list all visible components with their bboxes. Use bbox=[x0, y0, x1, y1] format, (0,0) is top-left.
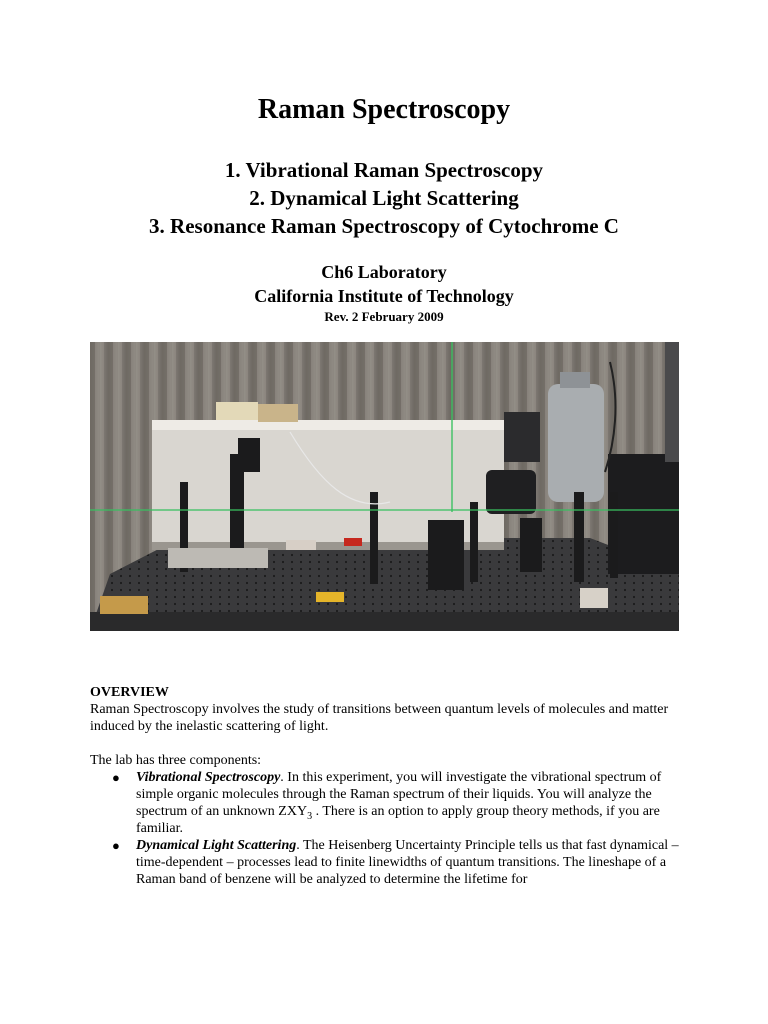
list-item bbox=[90, 837, 680, 888]
component-text: . In this experiment, you will investigate the vibrational spectrum of simple organic molecules through the Raman spectrum of their liquids. You will analyze the spectrum of an unknown ZXY bbox=[136, 770, 662, 819]
overview-section bbox=[90, 684, 680, 888]
component-text: . The Heisenberg Uncertainty Principle tells us that fast dynamical – time-dependent – processes lead to finite linewidths of quantum transitions. The lineshape of a Raman band of benzene will be analyzed to determine the lifetime for bbox=[136, 838, 679, 887]
experiment-list bbox=[0, 156, 768, 240]
components-list bbox=[90, 769, 680, 888]
component-text-cont: . There is an option to apply group theory methods, if you are familiar. bbox=[136, 804, 660, 836]
list-item bbox=[90, 769, 680, 837]
component-term: Dynamical Light Scattering bbox=[136, 838, 297, 853]
subscript: 3 bbox=[307, 810, 313, 822]
overview-intro: Raman Spectroscopy involves the study of transitions between quantum levels of molecules and matter induced by the inelastic scattering of light. bbox=[90, 702, 669, 734]
bullet-icon: ● bbox=[112, 770, 120, 785]
lab-setup-photo bbox=[90, 342, 679, 631]
components-intro: The lab has three components: bbox=[90, 753, 262, 768]
overview-heading: OVERVIEW bbox=[90, 685, 169, 700]
document-title: Raman Spectroscopy bbox=[257, 94, 511, 125]
experiment-item: 2. Dynamical Light Scattering bbox=[249, 186, 519, 210]
revision-date: Rev. 2 February 2009 bbox=[324, 309, 444, 324]
component-term: Vibrational Spectroscopy bbox=[136, 770, 281, 785]
lab-name: Ch6 Laboratory bbox=[321, 262, 447, 282]
author-block bbox=[0, 260, 768, 326]
experiment-item: 1. Vibrational Raman Spectroscopy bbox=[224, 158, 544, 182]
bullet-icon: ● bbox=[112, 838, 120, 853]
institution-name: California Institute of Technology bbox=[254, 286, 514, 306]
experiment-item: 3. Resonance Raman Spectroscopy of Cytochrome C bbox=[149, 214, 619, 238]
